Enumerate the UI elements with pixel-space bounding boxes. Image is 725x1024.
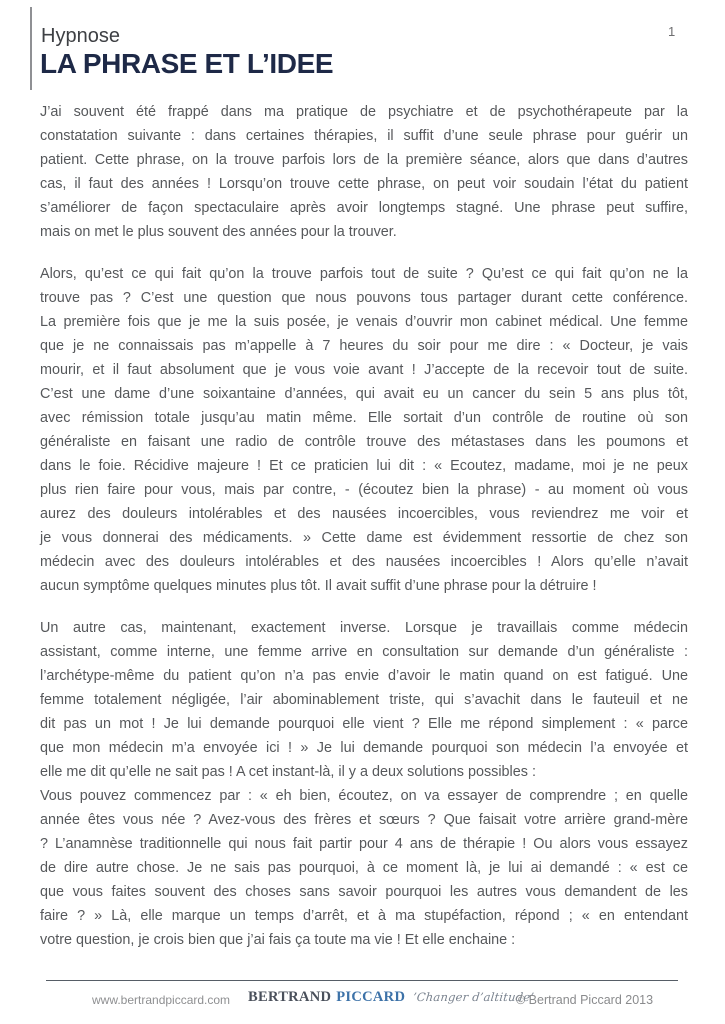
text-line: mais on met le plus souvent des années pour la trouver. bbox=[40, 224, 397, 240]
footer-divider bbox=[46, 980, 678, 981]
text-line: faire ? » Là, elle marque un temps d’arrêt, et à ma stupéfaction, répond ; « en entendant bbox=[40, 908, 688, 924]
text-line: que mon médecin m’a envoyée ici ! » Je lui demande pourquoi son médecin l’a envoyée et bbox=[40, 740, 688, 756]
text-line: dans le foie. Récidive majeure ! Et ce praticien lui dit : « Ecoutez, madame, moi je ne peux bbox=[40, 458, 688, 474]
copyright-notice: © Bertrand Piccard 2013 bbox=[516, 993, 654, 1007]
text-line: Alors, qu’est ce qui fait qu’on la trouve parfois tout de suite ? Qu’est ce qui fait qu’on ne la bbox=[40, 266, 688, 282]
text-line: que vous faites souvent des choses sans savoir pourquoi les autres vous demandent de les bbox=[40, 884, 688, 900]
paragraph bbox=[40, 100, 688, 244]
text-line: mourir, et il faut absolument que je vous voie avant ! J’accepte de la recevoir tout de suite. bbox=[40, 362, 688, 378]
body-text bbox=[40, 100, 688, 970]
text-line: de dire autre chose. Je ne sais pas pourquoi, à ce moment là, je lui ai demandé : « est ce bbox=[40, 860, 688, 876]
text-line: l’archétype-même du patient qu’on n’a pas envie d’avoir le matin quand on est fatigué. Une bbox=[40, 668, 688, 684]
text-line: Un autre cas, maintenant, exactement inverse. Lorsque je travaillais comme médecin bbox=[40, 620, 688, 636]
paragraph bbox=[40, 262, 688, 598]
text-line: aucun symptôme quelques minutes plus tôt. Il avait suffit d’une phrase pour la détruire ! bbox=[40, 578, 597, 594]
text-line: que je ne connaissais pas m’appelle à 7 heures du soir pour me dire : « Docteur, je vais bbox=[40, 338, 688, 354]
text-line: avec rémission totale jusqu’au matin même. Elle sortait d’un contrôle de routine où son bbox=[40, 410, 688, 426]
page-title: LA PHRASE ET L’IDEE bbox=[40, 48, 334, 79]
brand-logo bbox=[248, 989, 534, 1006]
text-line: constatation suivante : dans certaines thérapies, il suffit d’une seule phrase pour guérir un bbox=[40, 128, 688, 144]
header-accent-line bbox=[30, 7, 32, 90]
text-line: plus rien faire pour vous, mais par contre, - (écoutez bien la phrase) - au moment où vous bbox=[40, 482, 688, 498]
section-kicker: Hypnose bbox=[41, 25, 120, 47]
text-line: je vous donnerai des médicaments. » Cette dame est évidemment ressortie de chez son bbox=[40, 530, 688, 546]
text-line: s’améliorer de façon spectaculaire après avoir longtemps stagné. Une phrase peut suffire, bbox=[40, 200, 688, 216]
text-line: aurez des douleurs intolérables et des nausées incoercibles, vous reviendrez me voir et bbox=[40, 506, 688, 522]
text-line: Vous pouvez commencez par : « eh bien, écoutez, on va essayer de comprendre ; en quelle bbox=[40, 788, 688, 804]
brand-logo-last-name: PICCARD bbox=[336, 989, 406, 1005]
text-line: trouve pas ? C’est une question que nous pouvons tous partager durant cette conférence. bbox=[40, 290, 688, 306]
paragraph bbox=[40, 616, 688, 952]
text-line: généraliste en faisant une radio de contrôle trouve des métastases dans les poumons et bbox=[40, 434, 688, 450]
page-number: 1 bbox=[668, 24, 676, 39]
text-line: médecin avec des douleurs intolérables et des nausées incoercibles ! Alors qu’elle n’avait bbox=[40, 554, 688, 570]
text-line: année êtes vous née ? Avez-vous des frères et sœurs ? Que faisait votre arrière grand-mère bbox=[40, 812, 688, 828]
text-line: La première fois que je me la suis posée, je venais d’ouvrir mon cabinet médical. Une femme bbox=[40, 314, 688, 330]
text-line: cas, il faut des années ! Lorsqu’on trouve cette phrase, on peut voir soudain l’état du patient bbox=[40, 176, 688, 192]
text-line: femme totalement négligée, l’air abominablement triste, qui s’avachit dans le fauteuil et ne bbox=[40, 692, 688, 708]
text-line: assistant, comme interne, une femme arrive en consultation sur demande d’un généraliste : bbox=[40, 644, 688, 660]
text-line: votre question, je crois bien que j’ai fais ça toute ma vie ! Et elle enchaine : bbox=[40, 932, 516, 948]
text-line: patient. Cette phrase, on la trouve parfois lors de la première séance, alors que dans d’autres bbox=[40, 152, 688, 168]
text-line: dit pas un mot ! Je lui demande pourquoi elle vient ? Elle me répond simplement : « parce bbox=[40, 716, 688, 732]
footer-website-link[interactable]: www.bertrandpiccard.com bbox=[92, 993, 231, 1007]
text-line: ? L’anamnèse traditionnelle qui nous fait partir pour 4 ans de thérapie ! Ou alors vous essayez bbox=[40, 836, 688, 852]
text-line: J’ai souvent été frappé dans ma pratique de psychiatre et de psychothérapeute par la bbox=[40, 104, 688, 120]
text-line: C’est une dame d’une soixantaine d’années, qui avait eu un cancer du sein 5 ans plus tôt, bbox=[40, 386, 688, 402]
text-line: elle me dit qu’elle ne sait pas ! A cet instant-là, il y a deux solutions possibles : bbox=[40, 764, 536, 780]
brand-tagline: ’Changer d’altitude’ bbox=[412, 990, 536, 1004]
brand-logo-first-name: BERTRAND bbox=[248, 989, 332, 1005]
